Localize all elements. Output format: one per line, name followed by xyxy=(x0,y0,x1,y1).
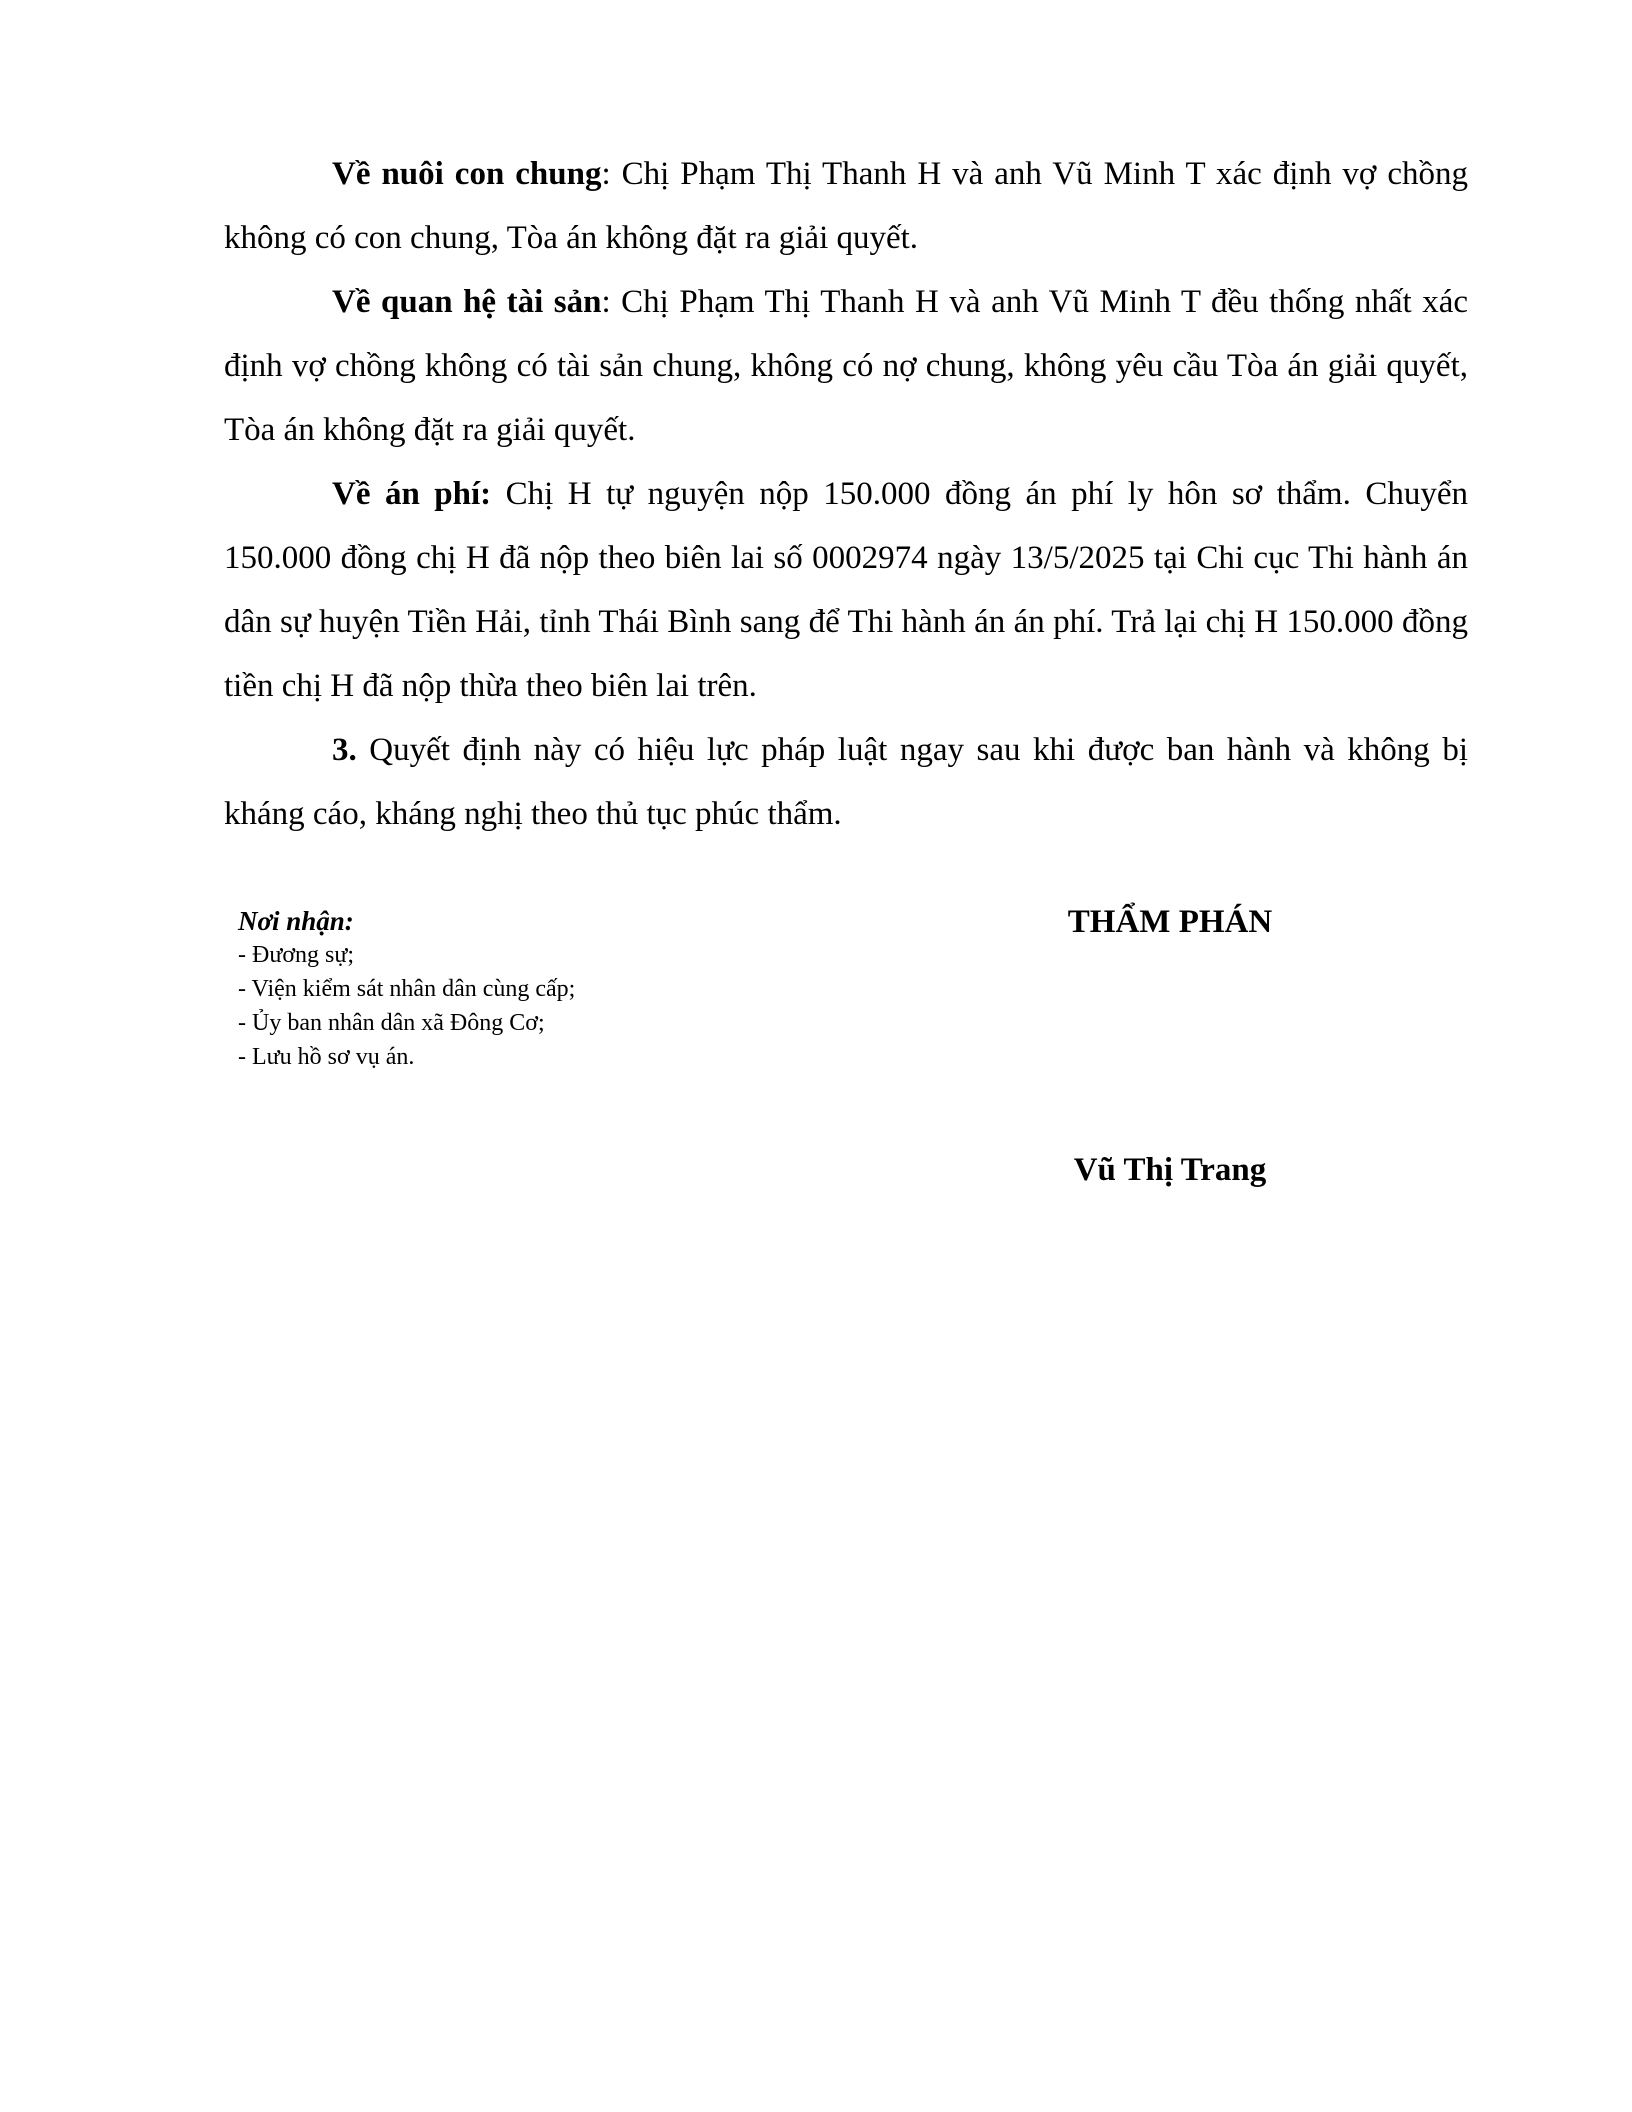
recipient-item: - Ủy ban nhân dân xã Đông Cơ; xyxy=(238,1010,545,1036)
document-body xyxy=(224,142,1468,846)
paragraph-text: : Chị Phạm Thị Thanh H và anh Vũ Minh T xác định vợ chồng không có con chung, Tòa án không đặt ra giải quyết. xyxy=(224,156,1469,256)
paragraph-heading: Về nuôi con chung xyxy=(332,156,602,192)
paragraph-text: Chị H tự nguyện nộp 150.000 đồng án phí ly hôn sơ thẩm. Chuyển 150.000 đồng chị H đã nộp theo biên lai số 0002974 ngày 13/5/2025 tại Chi cục Thi hành án dân sự huyện Tiền Hải, tỉnh Thái Bình sang để Thi hành án án phí. Trả lại chị H 150.000 đồng tiền chị H đã nộp thừa theo biên lai trên. xyxy=(224,476,1468,704)
paragraph-legal-effect xyxy=(224,718,1468,846)
paragraph-property-relations xyxy=(224,270,1468,462)
recipient-item: - Lưu hồ sơ vụ án. xyxy=(238,1044,415,1070)
paragraph-text: : Chị Phạm Thị Thanh H và anh Vũ Minh T đều thống nhất xác định vợ chồng không có tài sản chung, không có nợ chung, không yêu cầu Tòa án giải quyết, Tòa án không đặt ra giải quyết. xyxy=(224,284,1469,448)
recipient-item: - Đương sự; xyxy=(238,942,355,968)
recipient-item: - Viện kiểm sát nhân dân cùng cấp; xyxy=(238,976,576,1002)
paragraph-text: Quyết định này có hiệu lực pháp luật ngay sau khi được ban hành và không bị kháng cáo, kháng nghị theo thủ tục phúc thẩm. xyxy=(224,732,1468,832)
paragraph-court-fees xyxy=(224,462,1468,718)
paragraph-heading: Về quan hệ tài sản xyxy=(332,284,602,320)
recipients-title: Nơi nhận: xyxy=(238,906,354,936)
paragraph-child-custody xyxy=(224,142,1468,270)
paragraph-heading: 3. xyxy=(332,732,357,768)
recipients-list xyxy=(238,938,798,1074)
signature-block xyxy=(1000,898,1340,1194)
signer-title: THẨM PHÁN xyxy=(1067,904,1273,940)
recipients-block xyxy=(238,904,798,1074)
signer-name: Vũ Thị Trang xyxy=(1073,1152,1267,1188)
paragraph-heading: Về án phí: xyxy=(332,476,492,512)
